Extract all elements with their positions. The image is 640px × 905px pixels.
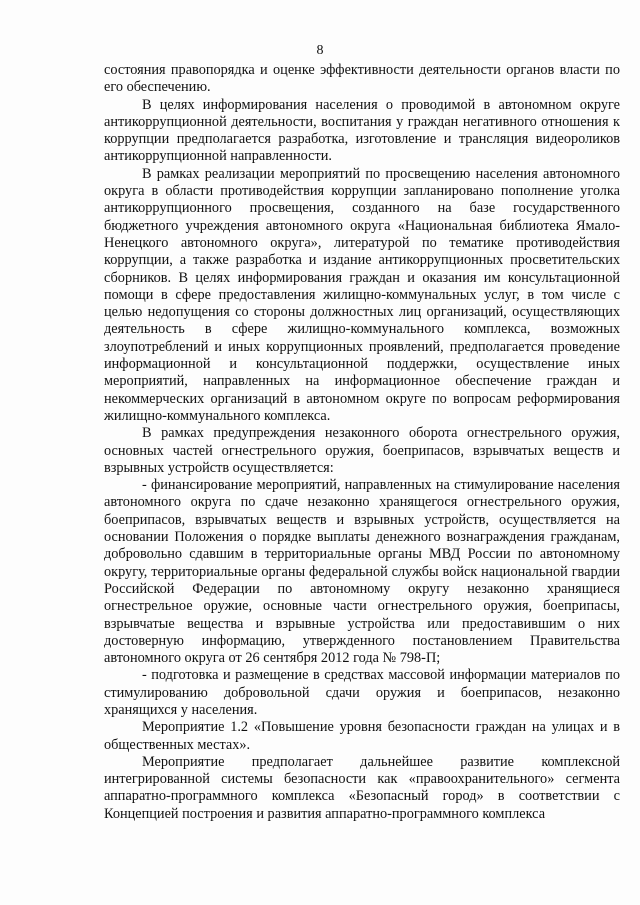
- paragraph: Мероприятие 1.2 «Повышение уровня безопасности граждан на улицах и в общественных местах».: [104, 719, 620, 753]
- list-item: - подготовка и размещение в средствах массовой информации материалов по стимулированию добровольной сдачи оружия и боеприпасов, незаконно хранящихся у населения.: [104, 667, 620, 718]
- paragraph: В рамках предупреждения незаконного оборота огнестрельного оружия, основных частей огнестрельного оружия, боеприпасов, взрывчатых веществ и взрывных устройств осуществляется:: [104, 425, 620, 476]
- paragraph: Мероприятие предполагает дальнейшее развитие комплексной интегрированной системы безопасности как «правоохранительного» сегмента аппаратно-программного комплекса «Безопасный город» в соответствии с Концепцией построения и развития аппаратно-программного комплекса: [104, 753, 620, 822]
- paragraph: В рамках реализации мероприятий по просвещению населения автономного округа в области противодействия коррупции запланировано пополнение уголка антикоррупционного просвещения, созданного на базе государственного бюджетного учреждения автономного округа «Национальная библиотека Ямало-Ненецкого автономного округа», литературой по тематике противодействия коррупции, а также разработка и издание антикоррупционных просветительских сборников. В целях информирования граждан и оказания им консультационной помощи в сфере предоставления жилищно-коммунальных услуг, в том числе с целью недопущения со стороны должностных лиц организаций, осуществляющих деятельность в сфере жилищно-коммунального комплекса, возможных злоупотреблений и иных коррупционных проявлений, предполагается проведение информационной и консультационной поддержки, осуществление иных мероприятий, направленных на информационное обеспечение граждан и некоммерческих организаций в автономном округе по вопросам реформирования жилищно-коммунального комплекса.: [104, 165, 620, 424]
- paragraph: В целях информирования населения о проводимой в автономном округе антикоррупционной деятельности, воспитания у граждан негативного отношения к коррупции предполагается разработка, изготовление и трансляция видеороликов антикоррупционной направленности.: [104, 96, 620, 165]
- paragraph: состояния правопорядка и оценке эффективности деятельности органов власти по его обеспечению.: [104, 62, 620, 96]
- list-item: - финансирование мероприятий, направленных на стимулирование населения автономного округа по сдаче незаконно хранящегося огнестрельного оружия, боеприпасов, взрывчатых веществ и взрывных устройств, осуществляется на основании Положения о порядке выплаты денежного вознаграждения гражданам, добровольно сдавшим в территориальные органы МВД России по автономному округу, территориальные органы федеральной службы войск национальной гвардии Российской Федерации по автономному округу незаконно хранящиеся огнестрельное оружие, основные части огнестрельного оружия, боеприпасы, взрывчатые вещества и взрывные устройства или предоставившим о них достоверную информацию, утвержденного постановлением Правительства автономного округа от 26 сентября 2012 года № 798-П;: [104, 477, 620, 667]
- page-number: 8: [316, 43, 324, 58]
- body-text: [104, 62, 620, 823]
